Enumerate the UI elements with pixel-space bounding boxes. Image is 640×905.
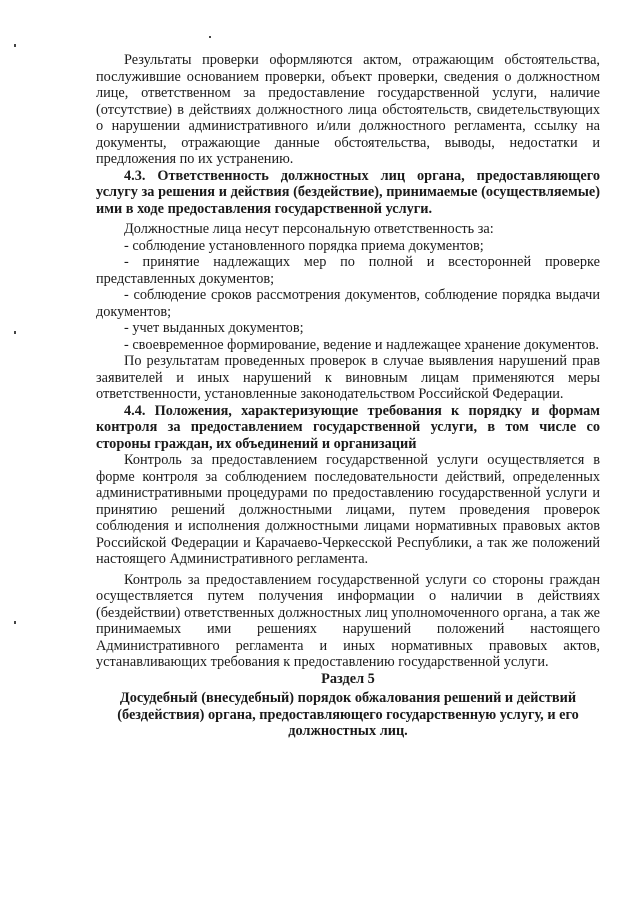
list-item-deadlines: - соблюдение сроков рассмотрения документов, соблюдение порядка выдачи документов; (96, 287, 600, 320)
section-title: Досудебный (внесудебный) порядок обжалования решений и действий (бездействия) органа, предоставляющего государственную услугу, и его должностных лиц. (117, 690, 579, 739)
heading-4-3: 4.3. Ответственность должностных лиц органа, предоставляющего услугу за решения и действия (бездействие), принимаемые (осуществляемые) ими в ходе предоставления государственной услуги. (96, 167, 600, 217)
scan-speck (14, 44, 16, 47)
document-page (96, 52, 600, 740)
paragraph-control-form: Контроль за предоставлением государственной услуги осуществляется в форме контроля за соблюдением последовательности действий, определенных административными процедурами по предоставлению государственной услуги и принятию решений должностными лицами, путем проведения проверок соблюдения и исполнения должностными лицами нормативных правовых актов Российской Федерации и Карачаево-Черкесской Республики, а так же положений настоящего Административного регламента. (96, 452, 600, 567)
paragraph-citizen-control: Контроль за предоставлением государственной услуги со стороны граждан осуществляется путем получения информации о наличии в действиях (бездействии) ответственных должностных лиц уполномоченного органа, а так же принимаемых ими решениях нарушений положений настоящего Административного регламента и иных нормативных правовых актов, устанавливающих требования к предоставлению государственной услуги. (96, 571, 600, 670)
paragraph-responsibility-intro: Должностные лица несут персональную ответственность за: (124, 221, 494, 237)
list-item-accounting: - учет выданных документов; (124, 320, 304, 336)
section-heading: Раздел 5 (321, 670, 375, 687)
list-item-storage: - своевременное формирование, ведение и надлежащее хранение документов. (124, 336, 599, 353)
paragraph-inspection-results: Результаты проверки оформляются актом, отражающим обстоятельства, послужившие основанием проверки, объект проверки, сведения о должностном лице, ответственном за предоставление государственной услуги, наличие (отсутствие) в действиях должностного лица обстоятельств, свидетельствующих о нарушении административного и/или должностного регламента, ссылку на документы, отражающие данные обстоятельства, выводы, недостатки и предложения по их устранению. (96, 52, 600, 167)
scan-speck (209, 36, 211, 38)
scan-speck (14, 331, 16, 334)
scan-speck (14, 621, 16, 624)
heading-4-4: 4.4. Положения, характеризующие требования к порядку и формам контроля за предоставлением государственной услуги, в том числе со стороны граждан, их объединений и организаций (96, 402, 600, 452)
list-item-verification: - принятие надлежащих мер по полной и всесторонней проверке представленных документов; (96, 254, 600, 287)
paragraph-liability: По результатам проведенных проверок в случае выявления нарушений прав заявителей и иных нарушений к виновным лицам применяются меры ответственности, установленные законодательством Российской Федерации. (96, 353, 600, 402)
list-item-reception-order: - соблюдение установленного порядка приема документов; (124, 237, 484, 254)
